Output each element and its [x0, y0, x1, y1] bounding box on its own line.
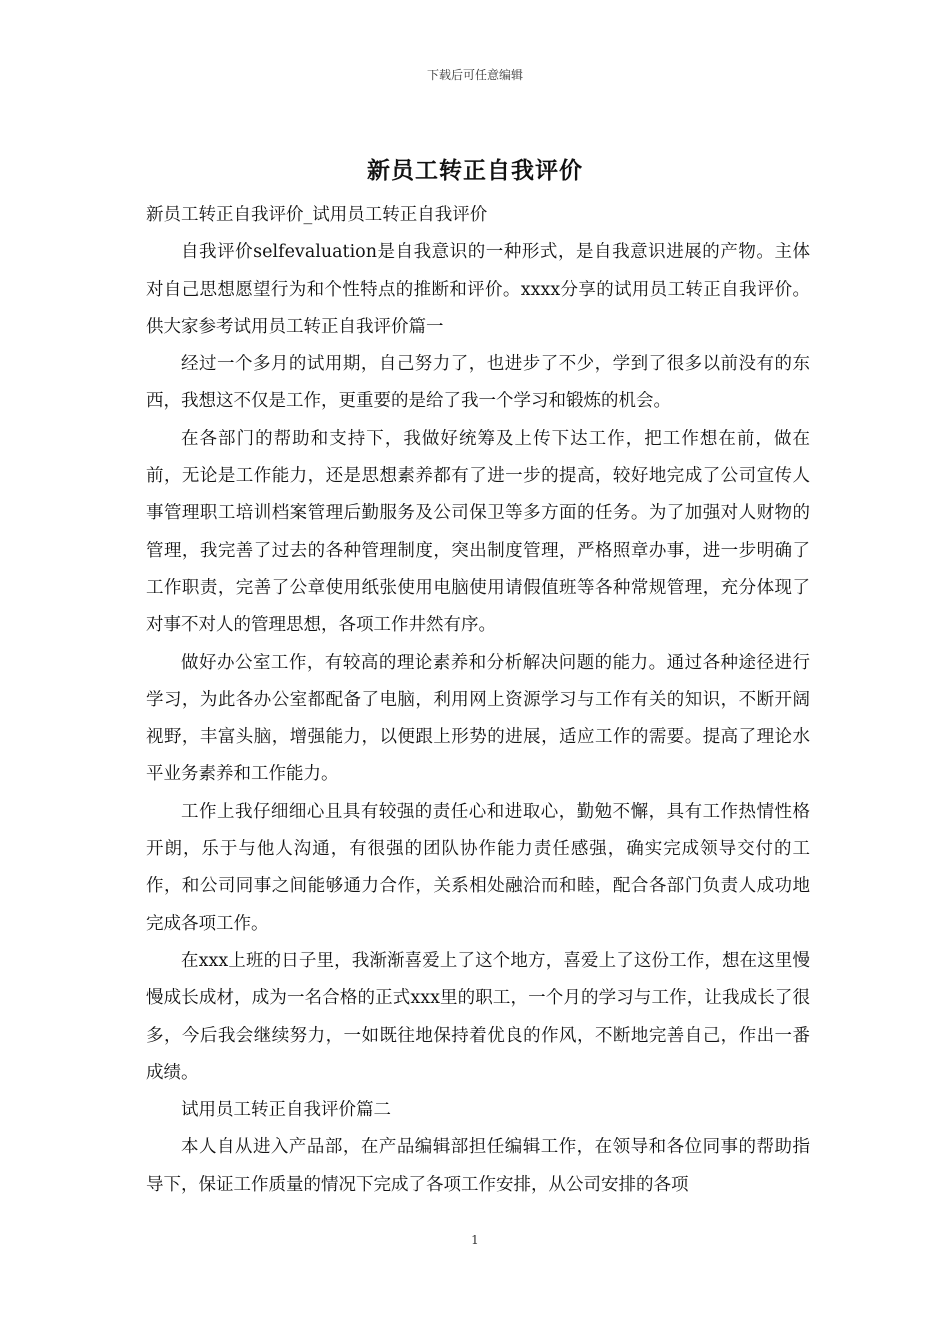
paragraph-office-work: 做好办公室工作，有较高的理论素养和分析解决问题的能力。通过各种途径进行学习，为此各办公室都配备了电脑，利用网上资源学习与工作有关的知识，不断开阔视野，丰富头脑，增强能力，以便跟上形势的进展，适应工作的需要。提高了理论水平业务素养和工作能力。 [146, 652, 810, 785]
paragraph-growth: 在xxx上班的日子里，我渐渐喜爱上了这个地方，喜爱上了这份工作，想在这里慢慢成长成材，成为一名合格的正式xxx里的职工，一个月的学习与工作，让我成长了很多，今后我会继续努力，一如既往地保持着优良的作风，不断地完善自己，作出一番成绩。 [146, 950, 810, 1083]
document-body [146, 197, 810, 1204]
document-subtitle: 新员工转正自我评价_试用员工转正自我评价 [146, 205, 488, 225]
page-number: 1 [471, 1233, 479, 1247]
paragraph-product-dept: 本人自从进入产品部，在产品编辑部担任编辑工作，在领导和各位同事的帮助指导下，保证工作质量的情况下完成了各项工作安排，从公司安排的各项 [146, 1137, 810, 1195]
paragraph-intro: 自我评价selfevaluation是自我意识的一种形式，是自我意识进展的产物。主体对自己思想愿望行为和个性特点的推断和评价。xxxx分享的试用员工转正自我评价。供大家参考试用员工转正自我评价篇一 [146, 242, 810, 337]
paragraph-attitude: 工作上我仔细细心且具有较强的责任心和进取心，勤勉不懈，具有工作热情性格开朗，乐于与他人沟通，有很强的团队协作能力责任感强，确实完成领导交付的工作，和公司同事之间能够通力合作，关系相处融洽而和睦，配合各部门负责人成功地完成各项工作。 [146, 801, 810, 934]
paragraph-probation: 经过一个多月的试用期，自己努力了，也进步了不少，学到了很多以前没有的东西，我想这不仅是工作，更重要的是给了我一个学习和锻炼的机会。 [146, 354, 810, 412]
document-title: 新员工转正自我评价 [367, 157, 583, 184]
section-heading-part-two: 试用员工转正自我评价篇二 [181, 1100, 391, 1121]
paragraph-departments: 在各部门的帮助和支持下，我做好统筹及上传下达工作，把工作想在前，做在前，无论是工作能力，还是思想素养都有了进一步的提高，较好地完成了公司宣传人事管理职工培训档案管理后勤服务及公司保卫等多方面的任务。为了加强对人财物的管理，我完善了过去的各种管理制度，突出制度管理，严格照章办事，进一步明确了工作职责，完善了公章使用纸张使用电脑使用请假值班等各种常规管理，充分体现了对事不对人的管理思想，各项工作井然有序。 [146, 428, 810, 636]
page-header-note: 下载后可任意编辑 [426, 68, 523, 82]
